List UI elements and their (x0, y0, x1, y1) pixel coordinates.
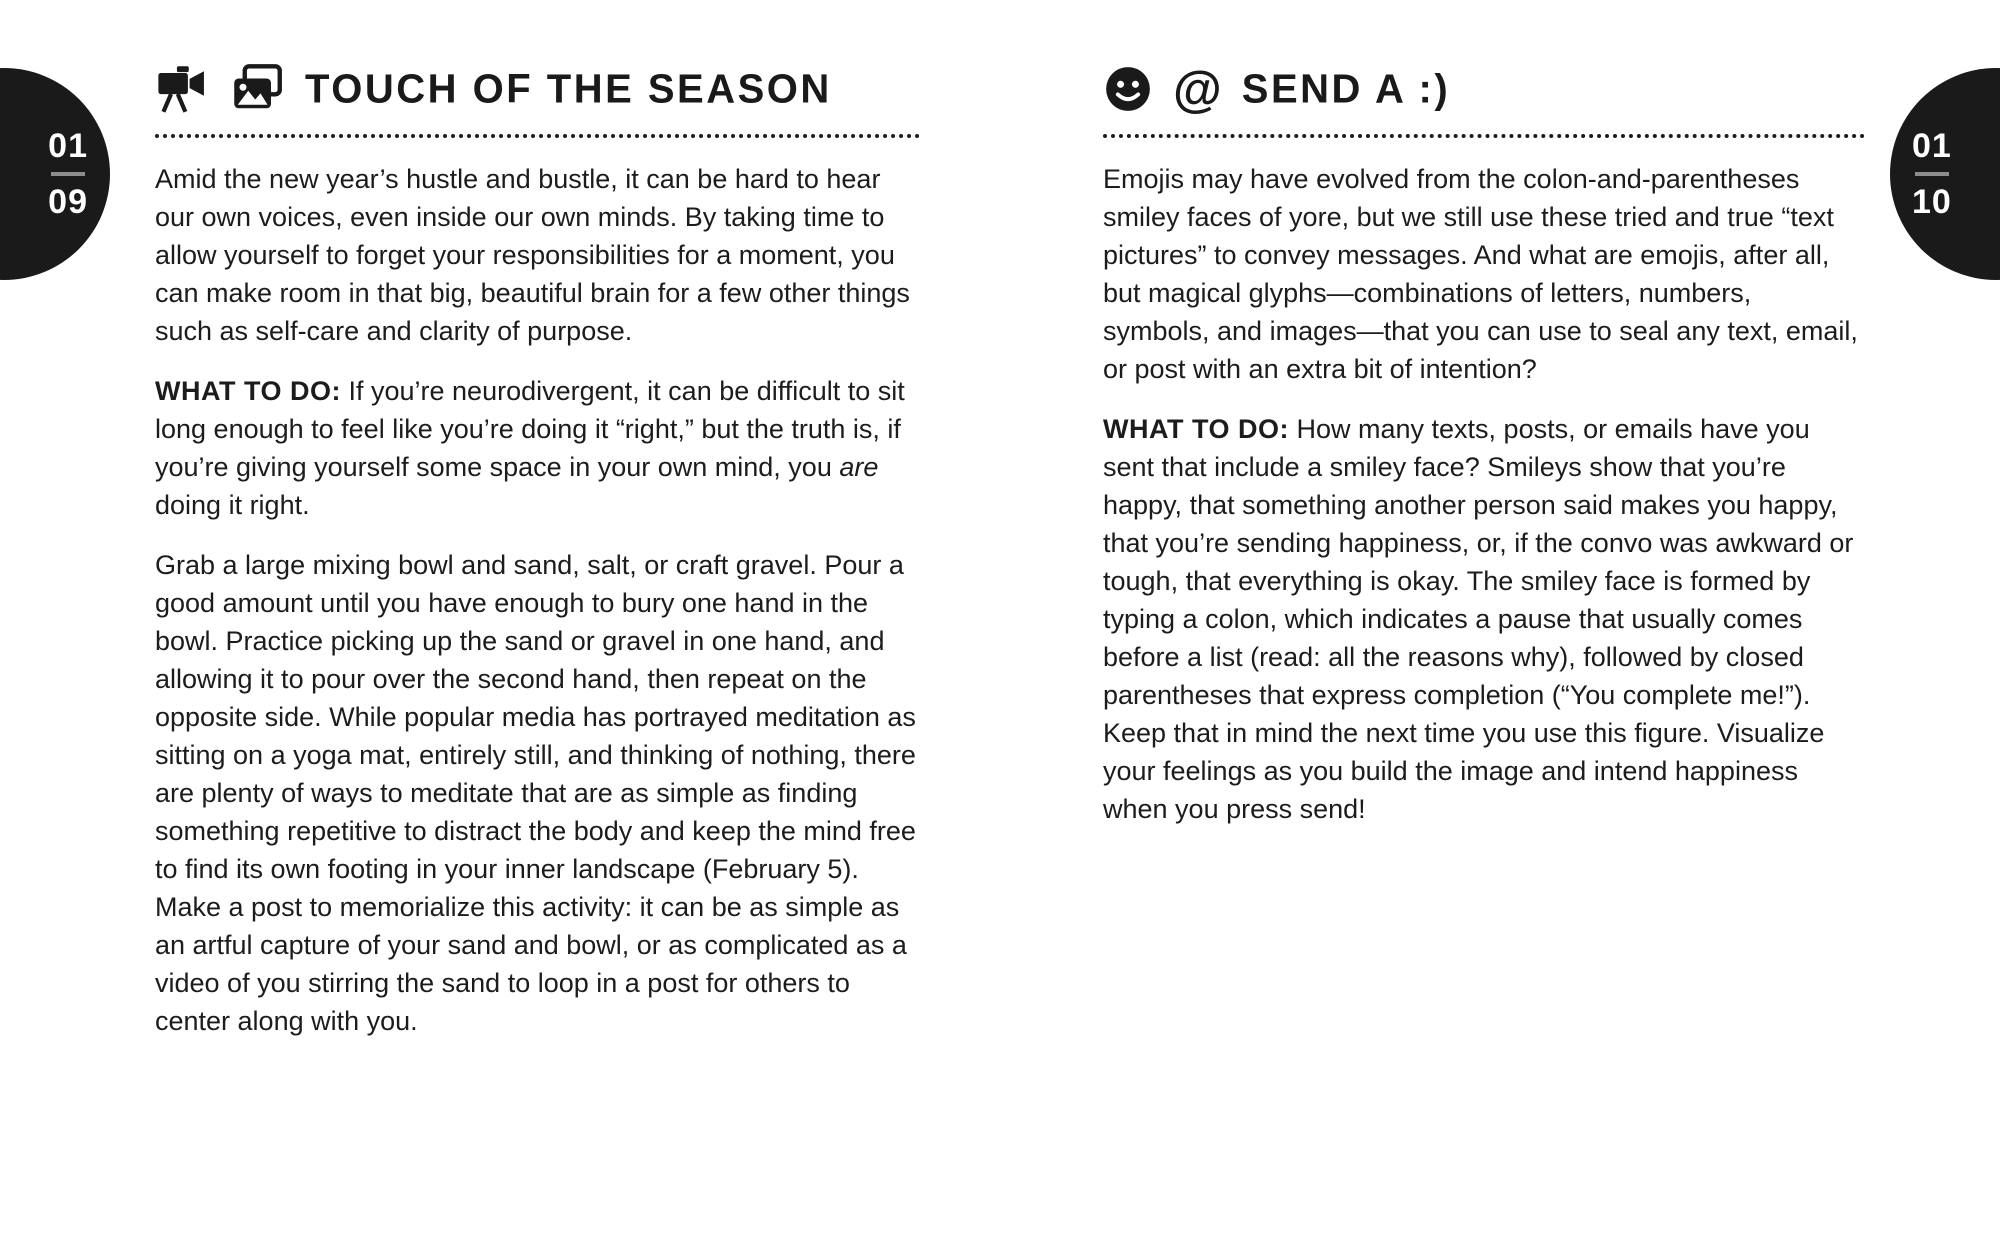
video-camera-icon (155, 62, 209, 116)
smiley-icon (1103, 64, 1153, 114)
badge-day: 09 (48, 183, 88, 221)
what-to-do-text-after: doing it right. (155, 490, 310, 520)
photos-icon (229, 61, 285, 117)
badge-divider (1915, 172, 1949, 176)
left-page-body (155, 160, 920, 1040)
badge-day: 10 (1912, 183, 1952, 221)
page-title: SEND A :) (1241, 66, 1451, 111)
date-badge-left (0, 68, 110, 280)
left-page-header (155, 58, 920, 120)
right-page-body (1103, 160, 1865, 828)
dotted-rule (1103, 134, 1865, 138)
right-page-header (1103, 58, 1865, 120)
right-page (1103, 58, 1865, 828)
what-to-do-paragraph (155, 372, 920, 524)
badge-month: 01 (1912, 127, 1952, 165)
badge-divider (51, 172, 85, 176)
what-to-do-text-before: If you’re neurodivergent, it can be difficult to sit long enough to feel like you’re doing it “right,” but the truth is, if you’re giving yourself some space in your own mind, you (155, 376, 905, 482)
badge-month: 01 (48, 127, 88, 165)
what-to-do-italic-word: are (839, 452, 879, 482)
intro-paragraph: Amid the new year’s hustle and bustle, it can be hard to hear our own voices, even inside our own minds. By taking time to allow yourself to forget your responsibilities for a moment, you can make room in that big, beautiful brain for a few other things such as self-care and clarity of purpose. (155, 164, 910, 346)
what-to-do-label: WHAT TO DO: (155, 376, 341, 406)
left-page (155, 58, 920, 1040)
at-symbol-icon: @ (1173, 61, 1222, 117)
closing-paragraph: Grab a large mixing bowl and sand, salt, or craft gravel. Pour a good amount until you have enough to bury one hand in the bowl. Practice picking up the sand or gravel in one hand, and allowing it to pour over the second hand, then repeat on the opposite side. While popular media has portrayed meditation as sitting on a yoga mat, entirely still, and thinking of nothing, there are plenty of ways to meditate that are as simple as finding something repetitive to distract the body and keep the mind free to find its own footing in your inner landscape (February 5). Make a post to memorialize this activity: it can be as simple as an artful capture of your sand and bowl, or as complicated as a video of you stirring the sand to loop in a post for others to center along with you. (155, 550, 916, 1036)
page-title: TOUCH OF THE SEASON (305, 66, 832, 111)
what-to-do-text: How many texts, posts, or emails have you sent that include a smiley face? Smileys show that you’re happy, that something another person said makes you happy, that you’re sending happiness, or, if the convo was awkward or tough, that everything is okay. The smiley face is formed by typing a colon, which indicates a pause that usually comes before a list (read: all the reasons why), followed by closed parentheses that express completion (“You complete me!”). Keep that in mind the next time you use this figure. Visualize your feelings as you build the image and intend happiness when you press send! (1103, 414, 1854, 824)
dotted-rule (155, 134, 920, 138)
date-badge-right (1890, 68, 2000, 280)
what-to-do-label: WHAT TO DO: (1103, 414, 1289, 444)
what-to-do-paragraph (1103, 410, 1865, 828)
intro-paragraph: Emojis may have evolved from the colon-and-parentheses smiley faces of yore, but we still use these tried and true “text pictures” to convey messages. And what are emojis, after all, but magical glyphs—combinations of letters, numbers, symbols, and images—that you can use to seal any text, email, or post with an extra bit of intention? (1103, 164, 1858, 384)
